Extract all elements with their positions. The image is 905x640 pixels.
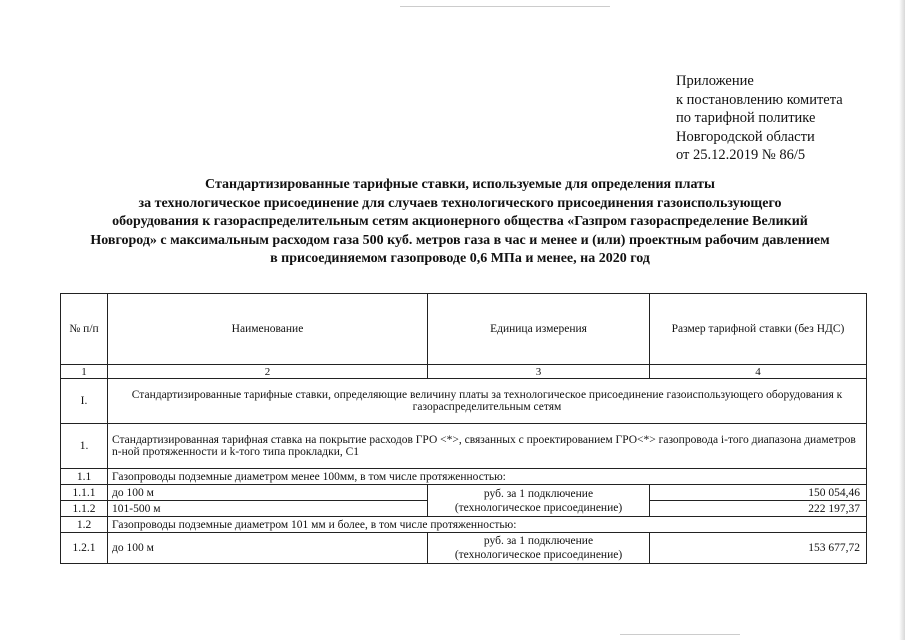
header-name: Наименование (108, 294, 428, 365)
section-text: Стандартизированные тарифные ставки, определяющие величину платы за технологическое присоединение газоиспользующего оборудования к газораспределительным сетям (108, 379, 867, 424)
group-row (61, 517, 867, 533)
table-row (61, 485, 867, 501)
row-num: 1.1.1 (61, 485, 108, 501)
header-rate: Размер тарифной ставки (без НДС) (650, 294, 867, 365)
section-row (61, 379, 867, 424)
col-number: 4 (650, 365, 867, 379)
tariff-table (60, 293, 867, 564)
row-value: 222 197,37 (650, 501, 867, 517)
title-line: оборудования к газораспределительным сетям акционерного общества «Газпром газораспределение Великий (112, 214, 808, 230)
scan-artifact (620, 634, 740, 635)
appendix-line: Приложение (676, 73, 754, 89)
row-unit (428, 533, 650, 564)
appendix-block (676, 72, 843, 165)
unit-line: (технологическое присоединение) (454, 549, 623, 561)
header-unit: Единица измерения (428, 294, 650, 365)
appendix-line: по тарифной политике (676, 110, 816, 126)
title-line: в присоединяемом газопроводе 0,6 МПа и менее, на 2020 год (270, 251, 650, 267)
col-number: 3 (428, 365, 650, 379)
document-title (40, 176, 880, 269)
unit-line: (технологическое присоединение) (454, 501, 623, 514)
scan-artifact (400, 6, 610, 7)
appendix-line: от 25.12.2019 № 86/5 (676, 147, 806, 163)
unit-line: руб. за 1 подключение (483, 535, 594, 547)
subsection-text: Стандартизированная тарифная ставка на покрытие расходов ГРО <*>, связанных с проектированием ГРО<*> газопровода i-того диапазона диаметров n-ной протяженности и k-того типа прокладки, С1 (108, 424, 867, 469)
section-num: I. (61, 379, 108, 424)
table-header-row (61, 294, 867, 365)
row-value: 153 677,72 (650, 533, 867, 564)
table-row (61, 533, 867, 564)
group-row (61, 469, 867, 485)
appendix-line: Новгородской области (676, 128, 815, 145)
title-line: Новгород» с максимальным расходом газа 500 куб. метров газа в час и менее и (или) проектным рабочим давлением (90, 232, 830, 248)
title-line: за технологическое присоединение для случаев технологического присоединения газоиспользующего (138, 195, 782, 211)
col-number: 2 (108, 365, 428, 379)
col-number: 1 (61, 365, 108, 379)
row-num: 1.2.1 (61, 533, 108, 564)
subsection-num: 1. (61, 424, 108, 469)
unit-line: руб. за 1 подключение (483, 487, 594, 500)
group-text: Газопроводы подземные диаметром 101 мм и более, в том числе протяженностью: (108, 517, 867, 533)
title-line: Стандартизированные тарифные ставки, используемые для определения платы (205, 177, 715, 192)
group-num: 1.2 (61, 517, 108, 533)
group-num: 1.1 (61, 469, 108, 485)
row-name: 101-500 м (108, 501, 428, 517)
row-name: до 100 м (108, 485, 428, 501)
row-unit (428, 485, 650, 517)
subsection-row (61, 424, 867, 469)
header-num: № п/п (61, 294, 108, 365)
scan-edge-shadow (899, 0, 905, 640)
row-value: 150 054,46 (650, 485, 867, 501)
group-text: Газопроводы подземные диаметром менее 100мм, в том числе протяженностью: (108, 469, 867, 485)
column-number-row (61, 365, 867, 379)
row-name: до 100 м (108, 533, 428, 564)
appendix-line: к постановлению комитета (676, 91, 843, 108)
row-num: 1.1.2 (61, 501, 108, 517)
